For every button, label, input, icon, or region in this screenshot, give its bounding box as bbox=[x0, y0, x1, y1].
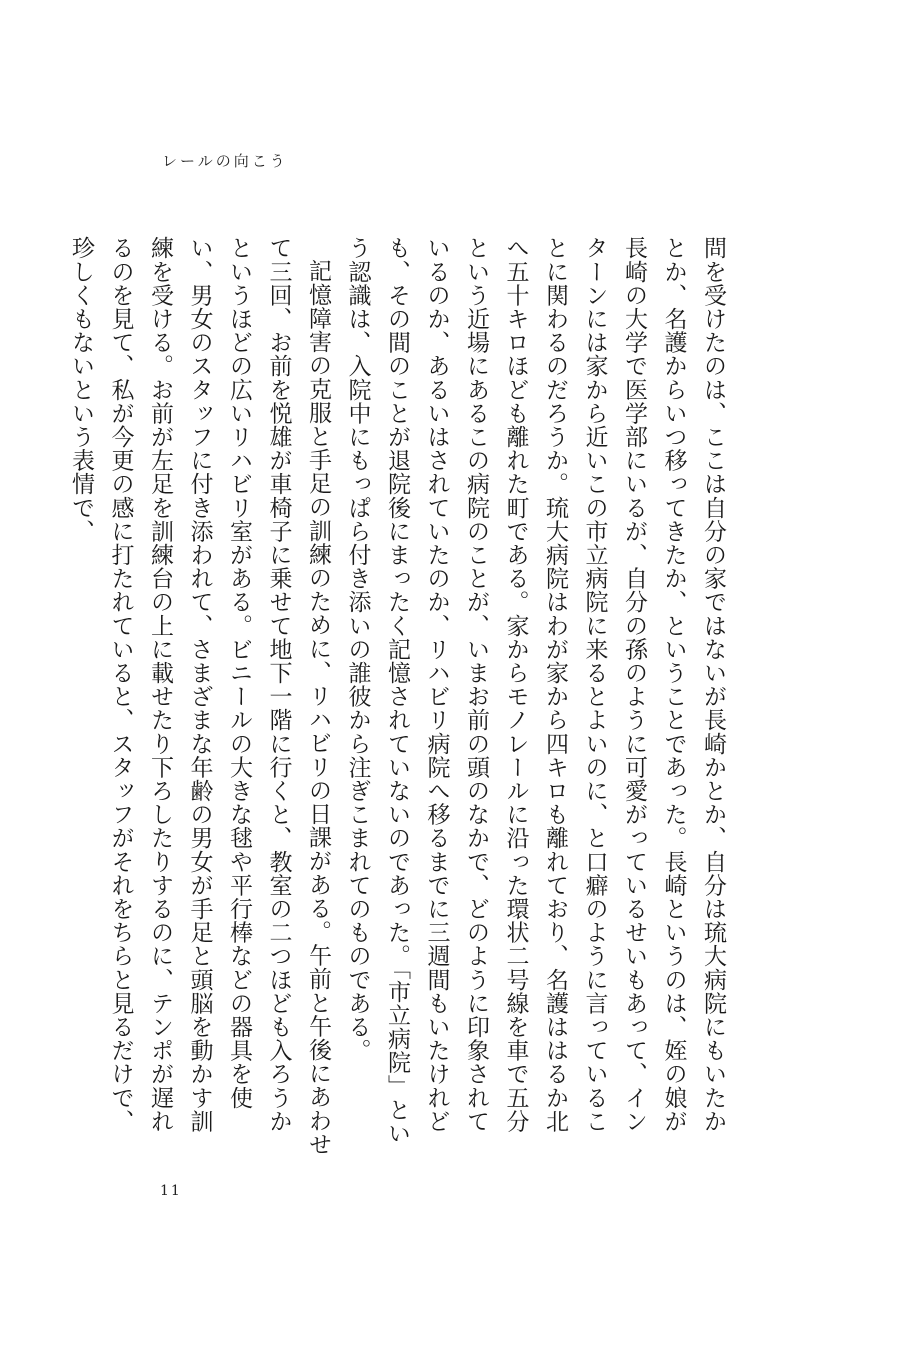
paragraph-1: 問を受けたのは、ここは自分の家ではないが長崎かとか、自分は琉大病院にもいたかとか、名護からいつ移ってきたか、ということであった。長崎というのは、姪の娘が長崎の大学で医学部にいるが、自分の孫のように可愛がっているせいもあって、インターンには家から近いこの市立病院に来るとよいのに、と口癖のように言っていることに関わるのだろうか。琉大病院はわが家から四キロも離れており、名護ははるか北へ五十キロほども離れた町である。家からモノレールに沿った環状二号線を車で五分という近場にあるこの病院のことが、いまお前の頭のなかで、どのように印象されているのか、あるいはされていたのか、リハビリ病院へ移るまでに三週間もいたけれども、その間のことが退院後にまったく記憶されていないのであった。「市立病院」という認識は、入院中にもっぱら付き添いの誰彼から注ぎこまれてのものである。 bbox=[344, 236, 726, 1145]
body-text bbox=[68, 236, 732, 1156]
running-title: レールの向こう bbox=[162, 152, 288, 170]
page-number: 11 bbox=[160, 1183, 182, 1199]
paragraph-2: 記憶障害の克服と手足の訓練のために、リハビリの日課がある。午前と午後にあわせて三回、お前を悦雄が車椅子に乗せて地下一階に行くと、教室の二つほども入ろうかというほどの広いリハビリ室がある。ビニールの大きな毬や平行棒などの器具を使い、男女のスタッフに付き添われて、さまざまな年齢の男女が手足と頭脳を動かす訓練を受ける。お前が左足を訓練台の上に載せたり下ろしたりするのに、テンポが遅れるのを見て、私が今更の感に打たれていると、スタッフがそれをちらと見るだけで、珍しくもないという表情で、 bbox=[68, 236, 331, 1156]
